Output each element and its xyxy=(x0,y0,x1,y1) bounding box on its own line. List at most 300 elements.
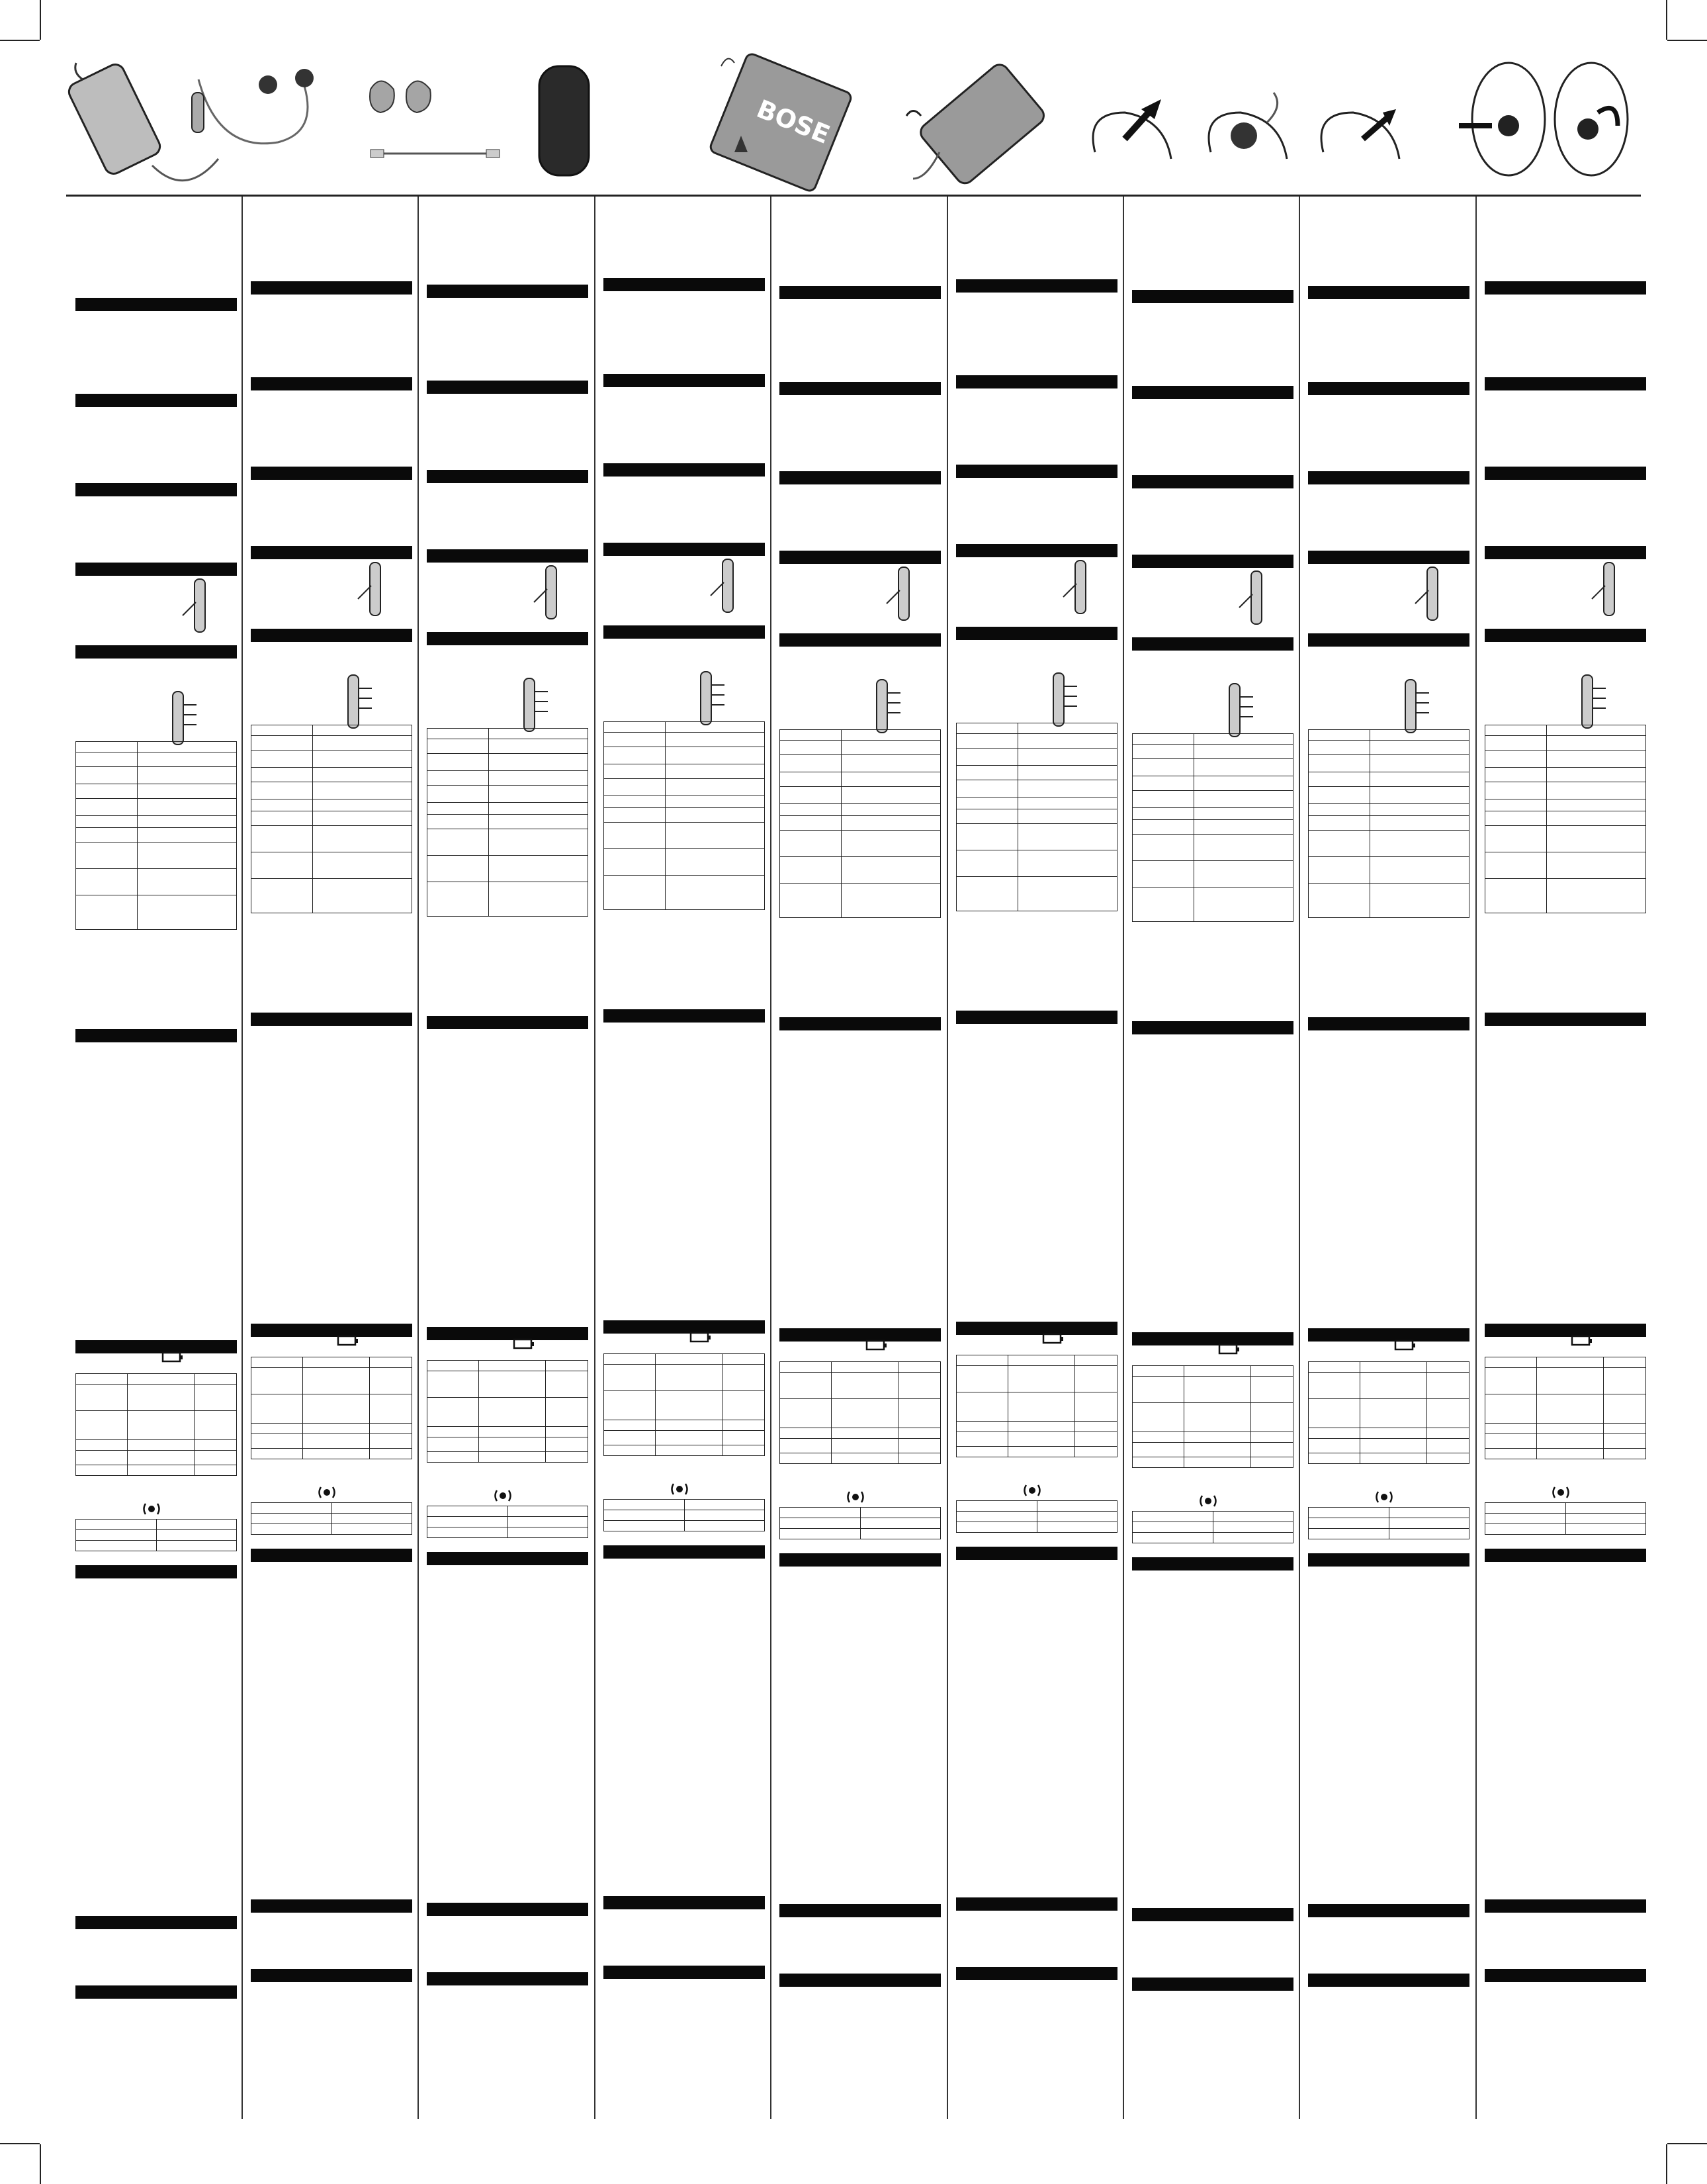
section-heading-bar xyxy=(427,1327,588,1340)
section-heading-bar xyxy=(603,278,765,291)
table-cell xyxy=(76,784,138,799)
table-row xyxy=(957,1355,1117,1366)
illustration-strip xyxy=(0,0,1707,199)
table-row xyxy=(780,1399,941,1428)
table-row xyxy=(1133,1403,1293,1432)
column-separator xyxy=(770,197,771,2119)
table-cell xyxy=(604,1391,656,1420)
table-cell xyxy=(76,816,138,828)
table-row xyxy=(604,1510,765,1521)
battery-status-table xyxy=(1132,1365,1293,1468)
table-cell xyxy=(478,1361,545,1371)
table-row xyxy=(1485,1368,1646,1394)
table-row xyxy=(1133,1366,1293,1377)
section-heading-bar xyxy=(956,1897,1117,1911)
table-cell xyxy=(251,826,313,852)
table-row xyxy=(76,1530,237,1541)
section-heading-bar xyxy=(779,286,941,299)
table-cell xyxy=(427,729,489,739)
table-row xyxy=(1309,831,1469,857)
table-row xyxy=(427,803,588,815)
inline-remote-icon xyxy=(1039,670,1078,729)
table-row xyxy=(1133,734,1293,745)
table-cell xyxy=(666,733,765,747)
table-cell xyxy=(957,1355,1008,1366)
table-cell xyxy=(1184,1443,1250,1457)
table-row xyxy=(427,1427,588,1437)
table-cell xyxy=(331,1524,412,1535)
table-cell xyxy=(138,784,237,799)
table-cell xyxy=(1194,835,1293,861)
table-cell xyxy=(1485,799,1547,811)
table-cell xyxy=(722,1431,764,1445)
table-row xyxy=(427,882,588,917)
table-cell xyxy=(957,1422,1008,1432)
table-cell xyxy=(1536,1394,1603,1424)
section-heading-bar xyxy=(779,1017,941,1030)
table-row xyxy=(427,856,588,882)
table-cell xyxy=(194,1411,236,1440)
table-cell xyxy=(1426,1362,1469,1373)
table-cell xyxy=(655,1354,722,1365)
table-row xyxy=(76,1465,237,1476)
section-heading-bar xyxy=(1132,637,1293,651)
table-cell xyxy=(780,857,842,884)
section-heading-bar xyxy=(956,279,1117,293)
table-row xyxy=(957,1512,1117,1522)
table-cell xyxy=(1485,811,1547,826)
table-cell xyxy=(1133,734,1194,745)
table-row xyxy=(780,831,941,857)
table-cell xyxy=(76,1451,128,1465)
table-cell xyxy=(957,809,1018,824)
section-heading-bar xyxy=(427,1552,588,1565)
table-cell xyxy=(251,1424,303,1434)
table-cell xyxy=(1309,1428,1360,1439)
table-cell xyxy=(831,1399,898,1428)
table-row xyxy=(1133,759,1293,776)
table-cell xyxy=(842,857,941,884)
table-row xyxy=(1309,857,1469,884)
table-cell xyxy=(1133,835,1194,861)
table-cell xyxy=(1485,1524,1566,1535)
table-cell xyxy=(957,734,1018,749)
table-cell xyxy=(1133,1512,1213,1522)
table-row xyxy=(1309,1518,1469,1529)
table-cell xyxy=(545,1452,588,1463)
table-row xyxy=(604,747,765,764)
table-row xyxy=(76,1411,237,1440)
table-cell xyxy=(1547,811,1646,826)
fit-step-1-illustration xyxy=(1093,99,1171,159)
table-cell xyxy=(76,1541,157,1551)
table-cell xyxy=(1547,799,1646,811)
table-row xyxy=(1485,799,1646,811)
table-cell xyxy=(478,1437,545,1452)
table-cell xyxy=(313,782,412,799)
table-cell xyxy=(957,877,1018,911)
table-cell xyxy=(194,1374,236,1385)
status-table xyxy=(251,1502,412,1535)
table-row xyxy=(427,1517,588,1527)
section-heading-bar xyxy=(779,1328,941,1342)
crop-mark-bl-h xyxy=(0,2143,40,2144)
table-cell xyxy=(780,884,842,918)
language-column xyxy=(417,197,595,2119)
table-cell xyxy=(1194,745,1293,759)
section-heading-bar xyxy=(1308,286,1469,299)
table-cell xyxy=(722,1354,764,1365)
table-cell xyxy=(313,736,412,751)
table-row xyxy=(1133,1432,1293,1443)
table-row xyxy=(251,799,412,811)
table-cell xyxy=(369,1449,412,1459)
table-cell xyxy=(1547,768,1646,782)
table-cell xyxy=(1370,884,1469,918)
column-content xyxy=(1132,197,1293,2119)
table-cell xyxy=(1536,1368,1603,1394)
table-cell xyxy=(1370,772,1469,787)
table-cell xyxy=(427,754,489,771)
table-cell xyxy=(251,751,313,768)
table-cell xyxy=(1485,736,1547,751)
table-cell xyxy=(1485,725,1547,736)
battery-status-table xyxy=(427,1360,588,1463)
table-row xyxy=(427,1398,588,1427)
battery-status-table xyxy=(779,1361,941,1464)
table-cell xyxy=(957,723,1018,734)
table-cell xyxy=(842,730,941,741)
table-row xyxy=(957,1366,1117,1392)
table-row xyxy=(427,815,588,829)
table-cell xyxy=(1485,751,1547,768)
table-cell xyxy=(780,816,842,831)
table-row xyxy=(1133,861,1293,887)
table-cell xyxy=(138,742,237,752)
table-cell xyxy=(369,1424,412,1434)
table-row xyxy=(1309,816,1469,831)
table-cell xyxy=(427,786,489,803)
table-cell xyxy=(1133,1522,1213,1533)
status-table xyxy=(427,1506,588,1538)
table-cell xyxy=(478,1398,545,1427)
table-cell xyxy=(1370,831,1469,857)
table-row xyxy=(957,850,1117,877)
table-cell xyxy=(331,1514,412,1524)
table-cell xyxy=(957,780,1018,797)
table-row xyxy=(1485,826,1646,852)
table-cell xyxy=(313,768,412,782)
table-cell xyxy=(1184,1432,1250,1443)
section-heading-bar xyxy=(1132,1978,1293,1991)
table-row xyxy=(604,1420,765,1431)
table-cell xyxy=(957,824,1018,850)
section-heading-bar xyxy=(1485,546,1646,559)
table-row xyxy=(1133,835,1293,861)
table-cell xyxy=(780,831,842,857)
table-cell xyxy=(604,823,666,849)
table-row xyxy=(251,1394,412,1424)
table-row xyxy=(427,1527,588,1538)
table-row xyxy=(604,823,765,849)
table-cell xyxy=(780,1508,861,1518)
status-table xyxy=(75,1519,237,1551)
section-heading-bar xyxy=(956,544,1117,557)
column-content xyxy=(1485,197,1646,2119)
section-heading-bar xyxy=(75,645,237,659)
section-heading-bar xyxy=(75,1916,237,1929)
section-heading-bar xyxy=(779,471,941,484)
ear-insert-illustration xyxy=(1459,63,1628,175)
battery-icon xyxy=(337,1334,359,1347)
table-cell xyxy=(478,1371,545,1398)
table-cell xyxy=(194,1440,236,1451)
table-cell xyxy=(1074,1422,1117,1432)
table-row xyxy=(1309,1439,1469,1453)
table-cell xyxy=(427,1452,479,1463)
table-row xyxy=(780,1439,941,1453)
table-cell xyxy=(1603,1449,1645,1459)
table-row xyxy=(1485,879,1646,913)
table-cell xyxy=(76,869,138,895)
table-cell xyxy=(1547,826,1646,852)
section-heading-bar xyxy=(1308,382,1469,395)
table-cell xyxy=(369,1394,412,1424)
table-cell xyxy=(313,879,412,913)
table-cell xyxy=(76,842,138,869)
table-cell xyxy=(251,1524,332,1535)
table-row xyxy=(1309,741,1469,755)
table-cell xyxy=(76,1385,128,1411)
crop-mark-br-h xyxy=(1667,2143,1707,2144)
table-cell xyxy=(1008,1366,1074,1392)
table-row xyxy=(1309,1362,1469,1373)
table-cell xyxy=(860,1529,941,1539)
table-cell xyxy=(1360,1428,1426,1439)
wireless-broadcast-icon xyxy=(1374,1489,1394,1505)
table-row xyxy=(1133,1522,1293,1533)
table-row xyxy=(76,784,237,799)
table-cell xyxy=(427,1371,479,1398)
table-cell xyxy=(76,1465,128,1476)
crop-mark-br-v xyxy=(1666,2144,1667,2184)
table-row xyxy=(1133,1512,1293,1522)
table-cell xyxy=(427,1527,508,1538)
table-row xyxy=(780,816,941,831)
bose-battery-pack-illustration xyxy=(709,52,853,193)
table-cell xyxy=(489,856,588,882)
table-cell xyxy=(604,1354,656,1365)
section-heading-bar xyxy=(251,1899,412,1913)
table-cell xyxy=(313,751,412,768)
table-cell xyxy=(302,1357,369,1368)
section-heading-bar xyxy=(251,281,412,295)
table-cell xyxy=(313,725,412,736)
table-cell xyxy=(427,771,489,786)
section-heading-bar xyxy=(603,1966,765,1979)
table-row xyxy=(957,1432,1117,1447)
battery-icon xyxy=(1042,1332,1065,1345)
inline-remote-icon xyxy=(158,688,198,748)
table-cell xyxy=(1389,1518,1469,1529)
table-cell xyxy=(780,772,842,787)
table-cell xyxy=(489,786,588,803)
table-cell xyxy=(1309,831,1370,857)
table-row xyxy=(1309,1508,1469,1518)
inline-remote-icon xyxy=(709,556,749,615)
table-cell xyxy=(1194,887,1293,922)
section-heading-bar xyxy=(956,465,1117,478)
table-row xyxy=(1309,1428,1469,1439)
table-cell xyxy=(1485,879,1547,913)
battery-icon xyxy=(865,1338,888,1351)
table-cell xyxy=(780,804,842,816)
table-cell xyxy=(666,849,765,876)
table-row xyxy=(604,733,765,747)
table-cell xyxy=(957,1432,1008,1447)
table-cell xyxy=(655,1391,722,1420)
table-row xyxy=(76,752,237,767)
table-row xyxy=(1485,751,1646,768)
table-cell xyxy=(666,722,765,733)
table-cell xyxy=(1485,826,1547,852)
table-cell xyxy=(1370,730,1469,741)
carry-case-illustration xyxy=(539,66,589,175)
column-content xyxy=(779,197,941,2119)
column-separator xyxy=(1123,197,1124,2119)
table-cell xyxy=(76,799,138,816)
section-heading-bar xyxy=(779,382,941,395)
table-row xyxy=(76,1451,237,1465)
table-cell xyxy=(127,1465,194,1476)
table-row xyxy=(427,829,588,856)
table-row xyxy=(1309,730,1469,741)
section-heading-bar xyxy=(251,1549,412,1562)
table-row xyxy=(780,755,941,772)
table-row xyxy=(957,749,1117,766)
table-row xyxy=(427,1361,588,1371)
table-cell xyxy=(604,1510,685,1521)
table-cell xyxy=(251,1368,303,1394)
table-row xyxy=(1485,1357,1646,1368)
table-cell xyxy=(1213,1522,1293,1533)
section-heading-bar xyxy=(779,633,941,647)
table-cell xyxy=(302,1434,369,1449)
battery-icon xyxy=(689,1330,712,1343)
inline-remote-icon xyxy=(686,668,726,728)
section-heading-bar xyxy=(1132,555,1293,568)
battery-status-table xyxy=(956,1355,1117,1457)
wireless-broadcast-icon xyxy=(670,1481,689,1497)
table-cell xyxy=(1360,1373,1426,1399)
table-cell xyxy=(489,729,588,739)
table-cell xyxy=(507,1517,588,1527)
table-row xyxy=(1309,1453,1469,1464)
table-cell xyxy=(655,1420,722,1431)
table-cell xyxy=(780,741,842,755)
table-cell xyxy=(831,1439,898,1453)
table-cell xyxy=(156,1541,237,1551)
table-cell xyxy=(957,1392,1008,1422)
table-cell xyxy=(684,1521,765,1531)
section-heading-bar xyxy=(603,1545,765,1559)
section-heading-bar xyxy=(1485,1549,1646,1562)
table-cell xyxy=(251,1449,303,1459)
table-row xyxy=(76,799,237,816)
table-row xyxy=(251,826,412,852)
table-cell xyxy=(489,739,588,754)
table-cell xyxy=(842,884,941,918)
table-cell xyxy=(369,1357,412,1368)
section-heading-bar xyxy=(427,1972,588,1985)
table-cell xyxy=(604,876,666,910)
table-cell xyxy=(666,823,765,849)
section-heading-bar xyxy=(1485,1969,1646,1982)
table-cell xyxy=(138,752,237,767)
table-row xyxy=(1485,1449,1646,1459)
inline-remote-icon xyxy=(862,676,902,736)
table-cell xyxy=(1360,1399,1426,1428)
inline-remote-icon xyxy=(1062,557,1102,617)
table-row xyxy=(1133,1443,1293,1457)
table-row xyxy=(76,1440,237,1451)
section-heading-bar xyxy=(427,285,588,298)
section-heading-bar xyxy=(251,1324,412,1337)
table-cell xyxy=(1309,730,1370,741)
table-cell xyxy=(489,882,588,917)
table-cell xyxy=(1008,1355,1074,1366)
table-row xyxy=(76,1541,237,1551)
table-row xyxy=(76,816,237,828)
table-cell xyxy=(1008,1447,1074,1457)
table-cell xyxy=(1536,1434,1603,1449)
table-row xyxy=(76,869,237,895)
table-row xyxy=(957,734,1117,749)
table-row xyxy=(1133,791,1293,808)
status-table xyxy=(1132,1511,1293,1543)
table-row xyxy=(251,879,412,913)
table-cell xyxy=(478,1427,545,1437)
table-row xyxy=(1485,1424,1646,1434)
table-cell xyxy=(76,742,138,752)
table-row xyxy=(1133,820,1293,835)
table-row xyxy=(1485,1394,1646,1424)
table-row xyxy=(780,1508,941,1518)
section-heading-bar xyxy=(956,627,1117,640)
table-cell xyxy=(427,1437,479,1452)
table-cell xyxy=(666,779,765,796)
table-row xyxy=(957,1501,1117,1512)
column-separator xyxy=(417,197,419,2119)
table-cell xyxy=(76,1411,128,1440)
section-heading-bar xyxy=(956,1011,1117,1024)
table-cell xyxy=(545,1437,588,1452)
language-column xyxy=(241,197,419,2119)
table-cell xyxy=(722,1391,764,1420)
table-cell xyxy=(1194,820,1293,835)
table-cell xyxy=(369,1434,412,1449)
table-cell xyxy=(860,1518,941,1529)
table-row xyxy=(957,797,1117,809)
section-heading-bar xyxy=(603,1320,765,1334)
table-cell xyxy=(76,1530,157,1541)
table-row xyxy=(604,722,765,733)
section-heading-bar xyxy=(1132,1908,1293,1921)
section-heading-bar xyxy=(1485,1324,1646,1337)
table-cell xyxy=(251,1357,303,1368)
table-cell xyxy=(604,1420,656,1431)
language-column xyxy=(770,197,947,2119)
